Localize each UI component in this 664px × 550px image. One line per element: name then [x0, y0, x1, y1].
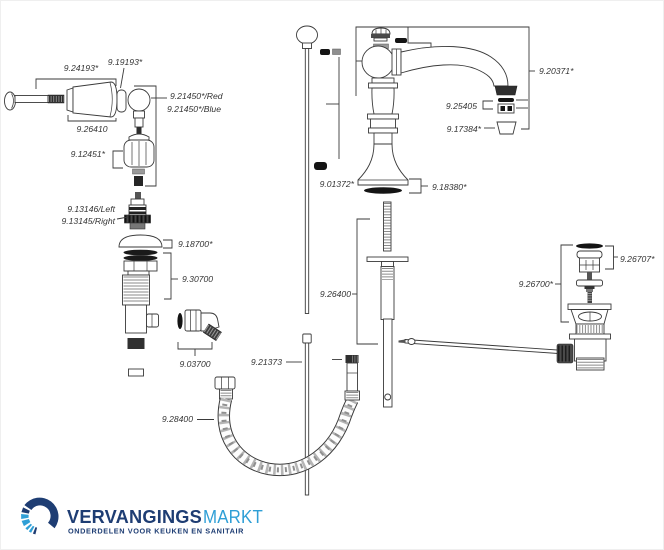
- part-label-aerator-insert: 9.25405: [445, 101, 477, 111]
- part-label-index-button-blue: 9.21450*/Blue: [167, 104, 221, 114]
- cartridge-stem: [117, 192, 151, 229]
- part-label-flange: 9.18700*: [178, 239, 213, 249]
- drain-stopper: [576, 243, 618, 303]
- logo-swirl-icon: [21, 498, 58, 535]
- handle-screw: [5, 92, 65, 110]
- handle: [67, 82, 117, 117]
- part-label-supply-hose: 9.28400: [161, 414, 193, 424]
- part-label-handle: 9.26410: [76, 124, 108, 134]
- spout-top-parts: [371, 28, 407, 49]
- part-label-handle-assembly: 9.24193*: [63, 63, 99, 73]
- part-label-gasket: 9.01372*: [319, 179, 354, 189]
- coupling-elbow: [177, 310, 221, 356]
- part-label-spout-base: 9.18380*: [432, 182, 467, 192]
- handle-adapter: [117, 68, 126, 112]
- part-label-lift-rod: 9.21373: [250, 357, 282, 367]
- part-label-spout-assembly: 9.20371*: [539, 66, 574, 76]
- lift-rod: [286, 26, 318, 495]
- drain-pivot-rod: [399, 339, 559, 354]
- part-label-cartridge-nut: 9.12451*: [70, 149, 105, 159]
- part-label-cartridge-right: 9.13145/Right: [61, 216, 115, 226]
- logo-brand-light: MARKT: [203, 507, 263, 527]
- lift-rod-seals: [314, 49, 341, 170]
- part-label-aerator-housing: 9.17384*: [446, 124, 481, 134]
- part-label-handle-adapter: 9.19193*: [107, 57, 143, 67]
- logo-brand-bold: VERVANGINGS: [67, 507, 203, 527]
- part-label-drain-assembly: 9.26700*: [518, 279, 553, 289]
- aerator-insert-parts: [483, 98, 528, 113]
- cartridge-nut: [113, 134, 154, 186]
- part-label-cartridge-left: 9.13146/Left: [67, 204, 115, 214]
- part-label-stopper: 9.26707*: [620, 254, 655, 264]
- mounting-shank: [352, 202, 408, 407]
- logo-brand-text: [67, 507, 263, 527]
- supply-hose: [197, 355, 360, 470]
- faucet-column: [358, 78, 428, 194]
- part-label-coupling-elbow: 9.03700: [179, 359, 211, 369]
- vervangingsmarkt-logo: [21, 498, 263, 536]
- part-label-valve-body: 9.30700: [182, 274, 214, 284]
- valve-body: [123, 253, 179, 376]
- part-label-index-button-red: 9.21450*/Red: [170, 91, 223, 101]
- exploded-diagram: [1, 1, 664, 550]
- part-label-mounting-shank: 9.26400: [319, 289, 351, 299]
- aerator-housing: [484, 122, 516, 134]
- logo-tagline: ONDERDELEN VOOR KEUKEN EN SANITAIR: [68, 526, 244, 536]
